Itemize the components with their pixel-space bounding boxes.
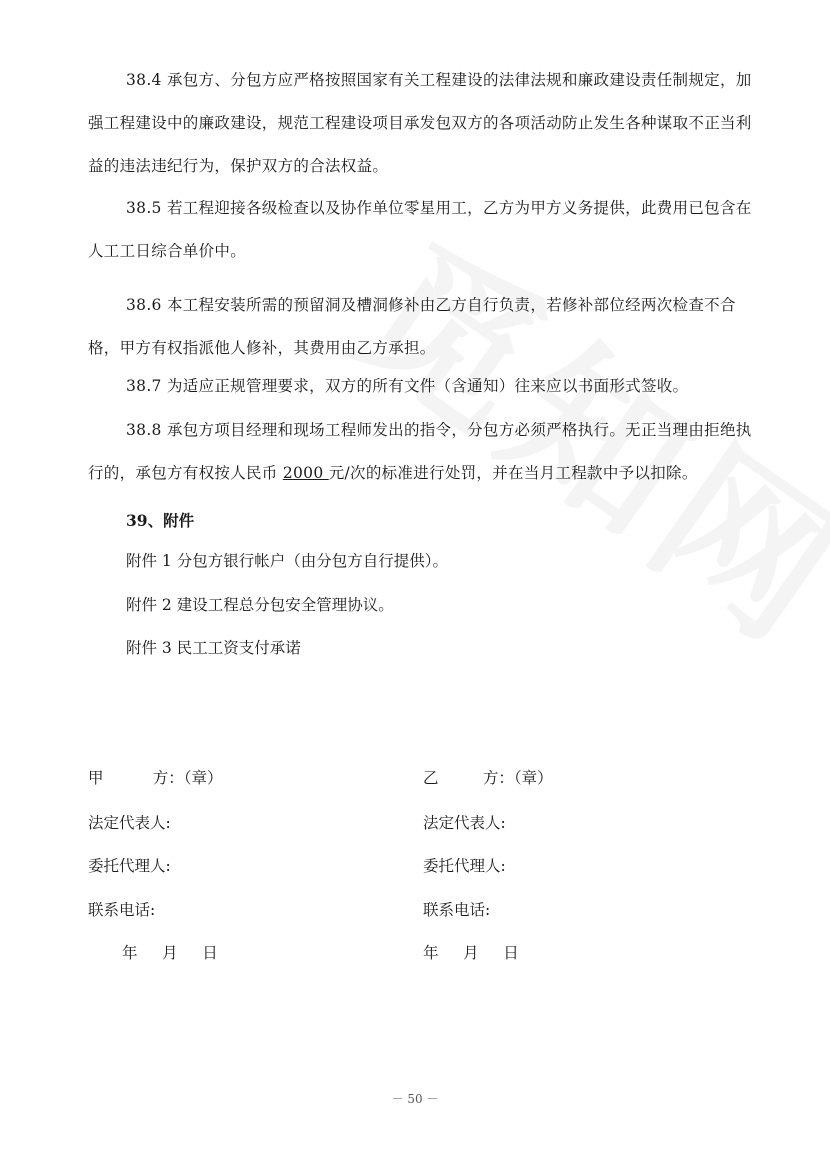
party-a-label: 甲 方：（章） [88,769,223,787]
section-39-heading: 39、附件 [126,511,195,530]
party-b-agent: 委托代理人: [423,857,506,875]
party-b-legal-rep: 法定代表人: [423,814,506,832]
party-b-label: 乙 方：（章） [423,769,553,787]
clause-38-8 [88,409,758,495]
party-b-date: 年 月 日 [423,944,519,962]
party-a-date: 年 月 日 [122,944,218,962]
clause-38-5: 38.5 若工程迎接各级检查以及协作单位零星用工，乙方为甲方义务提供，此费用已包含在人工工日综合单价中。 [88,199,752,260]
party-a-agent: 委托代理人: [88,857,171,875]
clause-38-6: 38.6 本工程安装所需的预留洞及槽洞修补由乙方自行负责，若修补部位经两次检查不合格，甲方有权指派他人修补，其费用由乙方承担。 [88,296,736,357]
clause-38-8-text-start: 38.8 承包方项目经理和现场工程师发出的指令，分包方必须严格执行。无正当理由拒绝执行的，承包方有权按人民币 [88,421,752,482]
page-number: － 50 － [391,1092,439,1106]
clause-38-7: 38.7 为适应正规管理要求，双方的所有文件（含通知）往来应以书面形式签收。 [126,377,689,395]
attachment-1: 附件 1 分包方银行帐户（由分包方自行提供）。 [126,552,448,570]
party-a-phone: 联系电话: [88,901,156,919]
attachment-3: 附件 3 民工工资支付承诺 [126,639,301,657]
attachment-2: 附件 2 建设工程总分包安全管理协议。 [126,596,394,614]
party-a-legal-rep: 法定代表人: [88,814,171,832]
clause-38-4: 38.4 承包方、分包方应严格按照国家有关工程建设的法律法规和廉政建设责任制规定，加强工程建设中的廉政建设，规范工程建设项目承发包双方的各项活动防止发生各种谋取不正当利益的违法违纪行为，保护双方的合法权益。 [88,71,752,175]
clause-38-8-text-end: 元/次的标准进行处罚，并在当月工程款中予以扣除。 [328,464,698,482]
party-b-phone: 联系电话: [423,901,491,919]
penalty-amount: 2000 [282,464,329,482]
